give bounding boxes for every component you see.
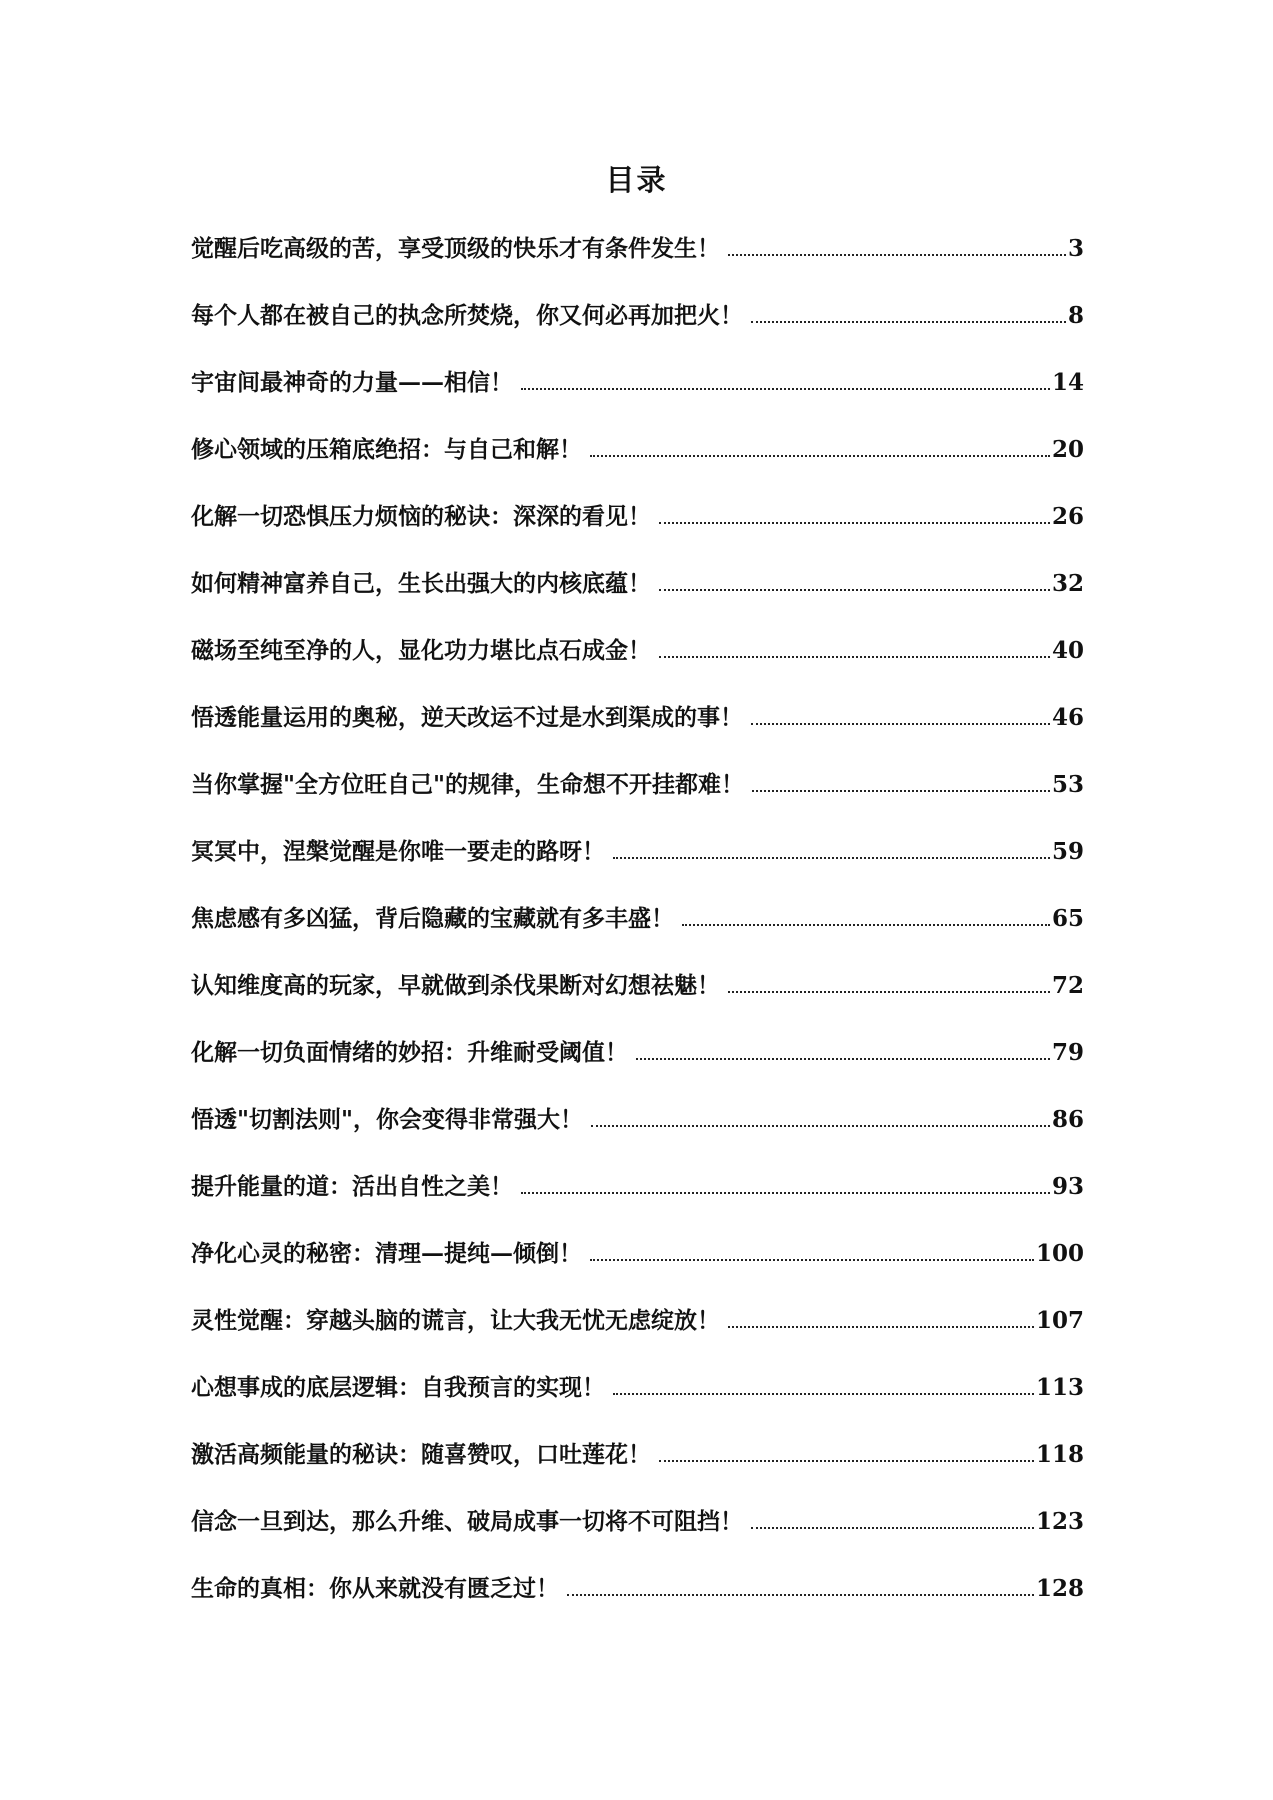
toc-entry[interactable] — [191, 366, 1084, 433]
toc-dot-leader — [613, 1393, 1034, 1395]
toc-entry[interactable] — [191, 969, 1084, 1036]
toc-entry[interactable] — [191, 1304, 1084, 1371]
toc-page-number: 40 — [1051, 637, 1084, 664]
toc-entry-title: 信念一旦到达，那么升维、破局成事一切将不可阻挡！ — [191, 1508, 743, 1535]
toc-page-number: 59 — [1051, 838, 1084, 865]
toc-entry[interactable] — [191, 1036, 1084, 1103]
toc-dot-leader — [659, 589, 1050, 591]
toc-title: 目录 — [605, 163, 668, 197]
toc-page-number: 20 — [1051, 436, 1084, 463]
toc-dot-leader — [591, 1125, 1050, 1127]
toc-entry[interactable] — [191, 1237, 1084, 1304]
toc-dot-leader — [751, 321, 1066, 323]
toc-page-number: 118 — [1035, 1441, 1084, 1468]
toc-entry-title: 宇宙间最神奇的力量——相信！ — [191, 369, 513, 396]
toc-page-number: 53 — [1051, 771, 1084, 798]
toc-entry-title: 激活高频能量的秘诀：随喜赞叹，口吐莲花！ — [191, 1441, 651, 1468]
toc-page-number: 123 — [1035, 1508, 1084, 1535]
toc-entry-title: 灵性觉醒：穿越头脑的谎言，让大我无忧无虑绽放！ — [191, 1307, 720, 1334]
toc-entry-title: 化解一切负面情绪的妙招：升维耐受阈值！ — [191, 1039, 628, 1066]
toc-entry[interactable] — [191, 634, 1084, 701]
toc-entry[interactable] — [191, 768, 1084, 835]
toc-entry[interactable] — [191, 1170, 1084, 1237]
toc-page-number: 72 — [1051, 972, 1084, 999]
toc-dot-leader — [751, 1527, 1034, 1529]
toc-page-number: 86 — [1051, 1106, 1084, 1133]
toc-entry-title: 生命的真相：你从来就没有匮乏过！ — [191, 1575, 559, 1602]
toc-page-number: 79 — [1051, 1039, 1084, 1066]
toc-entry-title: 认知维度高的玩家，早就做到杀伐果断对幻想祛魅！ — [191, 972, 720, 999]
toc-dot-leader — [636, 1058, 1050, 1060]
toc-page-number: 8 — [1067, 302, 1084, 329]
toc-page-number: 100 — [1035, 1240, 1084, 1267]
toc-entry[interactable] — [191, 902, 1084, 969]
toc-entry[interactable] — [191, 232, 1084, 299]
toc-dot-leader — [682, 924, 1050, 926]
toc-page-number: 46 — [1051, 704, 1084, 731]
toc-entry-title: 提升能量的道：活出自性之美！ — [191, 1173, 513, 1200]
toc-entry-title: 净化心灵的秘密：清理—提纯—倾倒！ — [191, 1240, 582, 1267]
toc-entry-title: 焦虑感有多凶猛，背后隐藏的宝藏就有多丰盛！ — [191, 905, 674, 932]
toc-dot-leader — [752, 790, 1050, 792]
toc-entry-title: 磁场至纯至净的人，显化功力堪比点石成金！ — [191, 637, 651, 664]
toc-dot-leader — [728, 1326, 1034, 1328]
toc-dot-leader — [728, 991, 1050, 993]
toc-entry-title: 冥冥中，涅槃觉醒是你唯一要走的路呀！ — [191, 838, 605, 865]
toc-dot-leader — [659, 656, 1050, 658]
toc-entry-title: 每个人都在被自己的执念所焚烧，你又何必再加把火！ — [191, 302, 743, 329]
toc-entry-title: 悟透能量运用的奥秘，逆天改运不过是水到渠成的事！ — [191, 704, 743, 731]
toc-page-number: 26 — [1051, 503, 1084, 530]
toc-page-number: 113 — [1035, 1374, 1084, 1401]
toc-entry-title: 觉醒后吃高级的苦，享受顶级的快乐才有条件发生！ — [191, 235, 720, 262]
toc-dot-leader — [521, 388, 1050, 390]
toc-dot-leader — [659, 1460, 1034, 1462]
toc-entry-title: 化解一切恐惧压力烦恼的秘诀：深深的看见！ — [191, 503, 651, 530]
toc-dot-leader — [613, 857, 1050, 859]
toc-entry[interactable] — [191, 1438, 1084, 1505]
toc-entry[interactable] — [191, 1505, 1084, 1572]
toc-page-number: 93 — [1051, 1173, 1084, 1200]
toc-entry[interactable] — [191, 1371, 1084, 1438]
toc-page-number: 14 — [1051, 369, 1084, 396]
toc-entry[interactable] — [191, 500, 1084, 567]
toc-entry[interactable] — [191, 433, 1084, 500]
toc-entry-title: 心想事成的底层逻辑：自我预言的实现！ — [191, 1374, 605, 1401]
toc-entry[interactable] — [191, 701, 1084, 768]
toc-entry-title: 当你掌握"全方位旺自己"的规律，生命想不开挂都难！ — [191, 771, 744, 798]
toc-dot-leader — [590, 455, 1050, 457]
toc-entry-title: 修心领域的压箱底绝招：与自己和解！ — [191, 436, 582, 463]
toc-list — [191, 232, 1084, 1639]
toc-dot-leader — [659, 522, 1050, 524]
toc-dot-leader — [751, 723, 1050, 725]
toc-page-number: 32 — [1051, 570, 1084, 597]
toc-page-number: 107 — [1035, 1307, 1084, 1334]
toc-entry[interactable] — [191, 567, 1084, 634]
toc-entry[interactable] — [191, 835, 1084, 902]
toc-dot-leader — [590, 1259, 1034, 1261]
toc-dot-leader — [521, 1192, 1050, 1194]
toc-entry[interactable] — [191, 1103, 1084, 1170]
toc-page-number: 3 — [1067, 235, 1084, 262]
toc-entry-title: 悟透"切割法则"，你会变得非常强大！ — [191, 1106, 583, 1133]
toc-entry[interactable] — [191, 299, 1084, 366]
toc-entry[interactable] — [191, 1572, 1084, 1639]
toc-dot-leader — [567, 1594, 1034, 1596]
toc-page-number: 128 — [1035, 1575, 1084, 1602]
toc-page-number: 65 — [1051, 905, 1084, 932]
toc-dot-leader — [728, 254, 1066, 256]
toc-entry-title: 如何精神富养自己，生长出强大的内核底蕴！ — [191, 570, 651, 597]
